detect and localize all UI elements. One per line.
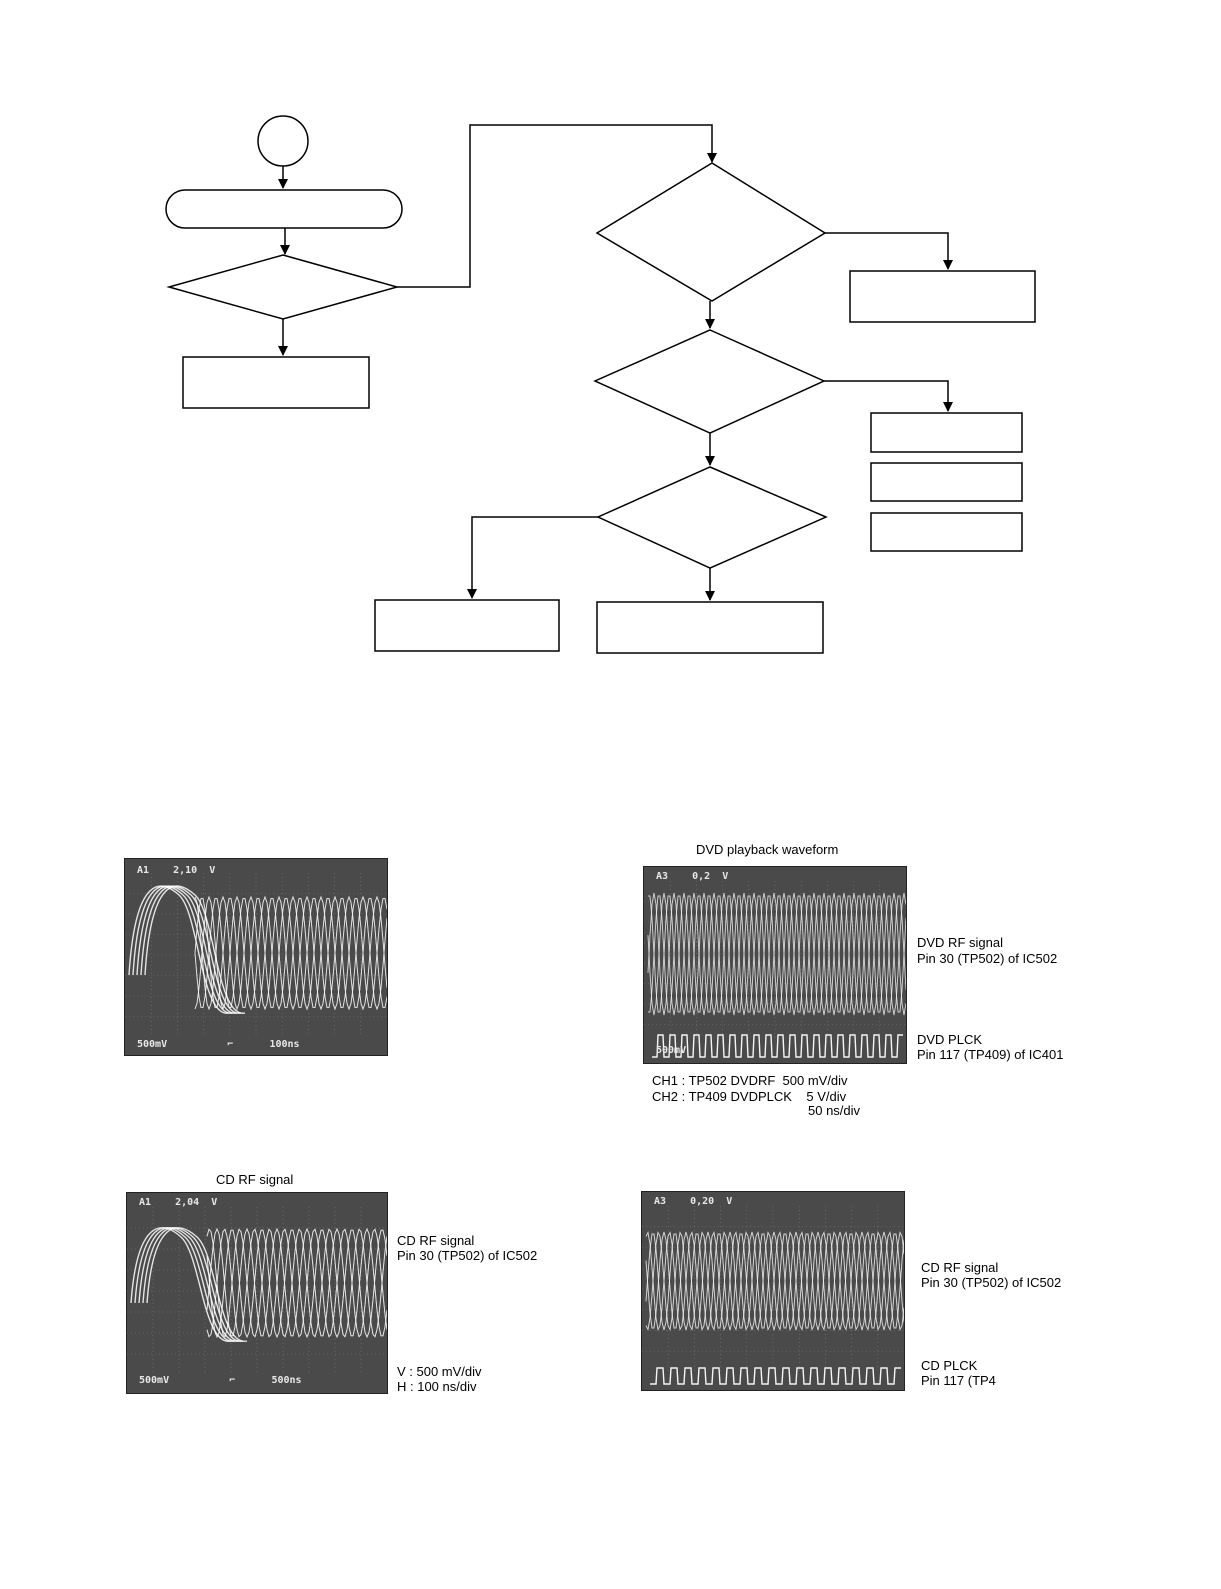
dvd-rf-label: DVD RF signal	[917, 935, 1003, 950]
waveform-trace	[207, 1230, 387, 1337]
scope-4-header: A3 0,20 V	[654, 1196, 733, 1207]
flow-result-box-3	[871, 413, 1022, 452]
clock-trace	[650, 1368, 901, 1384]
flow-start-connector	[258, 116, 308, 166]
flow-decision-4	[598, 467, 826, 568]
dvd-ch1-setting: CH1 : TP502 DVDRF 500 mV/div	[652, 1073, 848, 1088]
scope-3-footer: 500mV ⌐ 500ns	[139, 1375, 302, 1386]
flow-result-box-5	[871, 513, 1022, 551]
oscilloscope-photo-dvd	[643, 866, 907, 1064]
flow-result-box-7	[597, 602, 823, 653]
cd-plck-label: CD PLCK	[921, 1358, 978, 1373]
cd2-rf-label: CD RF signal	[921, 1260, 999, 1275]
scope-3-header: A1 2,04 V	[139, 1197, 218, 1208]
waveform-trace	[646, 1233, 904, 1330]
cd-v-scale: V : 500 mV/div	[397, 1364, 482, 1379]
troubleshooting-flowchart	[0, 0, 1221, 700]
waveform-trace	[195, 898, 387, 1007]
waveform-trace	[207, 1229, 387, 1336]
waveform-trace	[207, 1229, 387, 1336]
flow-result-box-2	[850, 271, 1035, 322]
waveform-trace	[195, 898, 387, 1007]
waveform-trace	[195, 897, 387, 1009]
flow-decision-1	[169, 255, 397, 319]
flow-decision-3	[595, 330, 824, 433]
cd-waveform-heading: CD RF signal	[216, 1172, 294, 1187]
flow-result-box-1	[183, 357, 369, 408]
waveform-trace	[207, 1229, 387, 1336]
cd-rf-label: CD RF signal	[397, 1233, 475, 1248]
waveform-trace	[646, 1233, 904, 1330]
oscilloscope-photo-cd-rf	[126, 1192, 388, 1394]
dvd-timebase: 50 ns/div	[808, 1103, 861, 1118]
clock-trace	[652, 1035, 903, 1057]
waveform-trace	[646, 1233, 904, 1330]
dvd-rf-pin-label: Pin 30 (TP502) of IC502	[917, 951, 1058, 966]
waveform-trace	[207, 1229, 387, 1336]
oscilloscope-photo-1	[124, 858, 388, 1056]
oscilloscope-photo-cd-plck	[641, 1191, 905, 1391]
waveform-trace	[195, 898, 387, 1007]
scope-1-footer: 500mV ⌐ 100ns	[137, 1039, 300, 1050]
cd-plck-pin-label: Pin 117 (TP4	[921, 1373, 996, 1388]
dvd-plck-label: DVD PLCK	[917, 1032, 983, 1047]
waveform-trace	[195, 897, 387, 1009]
waveform-trace	[195, 898, 387, 1007]
cd-h-scale: H : 100 ns/div	[397, 1379, 477, 1394]
dvd-waveform-heading: DVD playback waveform	[696, 842, 839, 857]
dvd-ch2-setting: CH2 : TP409 DVDPLCK 5 V/div	[652, 1089, 847, 1104]
cd-rf-pin-label: Pin 30 (TP502) of IC502	[397, 1248, 538, 1263]
scope-2-header: A3 0,2 V	[656, 871, 729, 882]
dvd-plck-pin-label: Pin 117 (TP409) of IC401	[917, 1047, 1064, 1062]
flow-process-terminator	[166, 190, 402, 228]
waveform-trace	[646, 1233, 904, 1330]
flow-decision-2	[597, 163, 825, 301]
waveform-trace	[195, 897, 387, 1009]
waveform-trace	[207, 1229, 387, 1336]
scope-1-header: A1 2,10 V	[137, 865, 216, 876]
flow-result-box-6	[375, 600, 559, 651]
waveform-trace	[195, 897, 387, 1009]
cd2-rf-pin-label: Pin 30 (TP502) of IC502	[921, 1275, 1062, 1290]
scope-2-footer: 500mV	[656, 1045, 687, 1056]
flow-result-box-4	[871, 463, 1022, 501]
